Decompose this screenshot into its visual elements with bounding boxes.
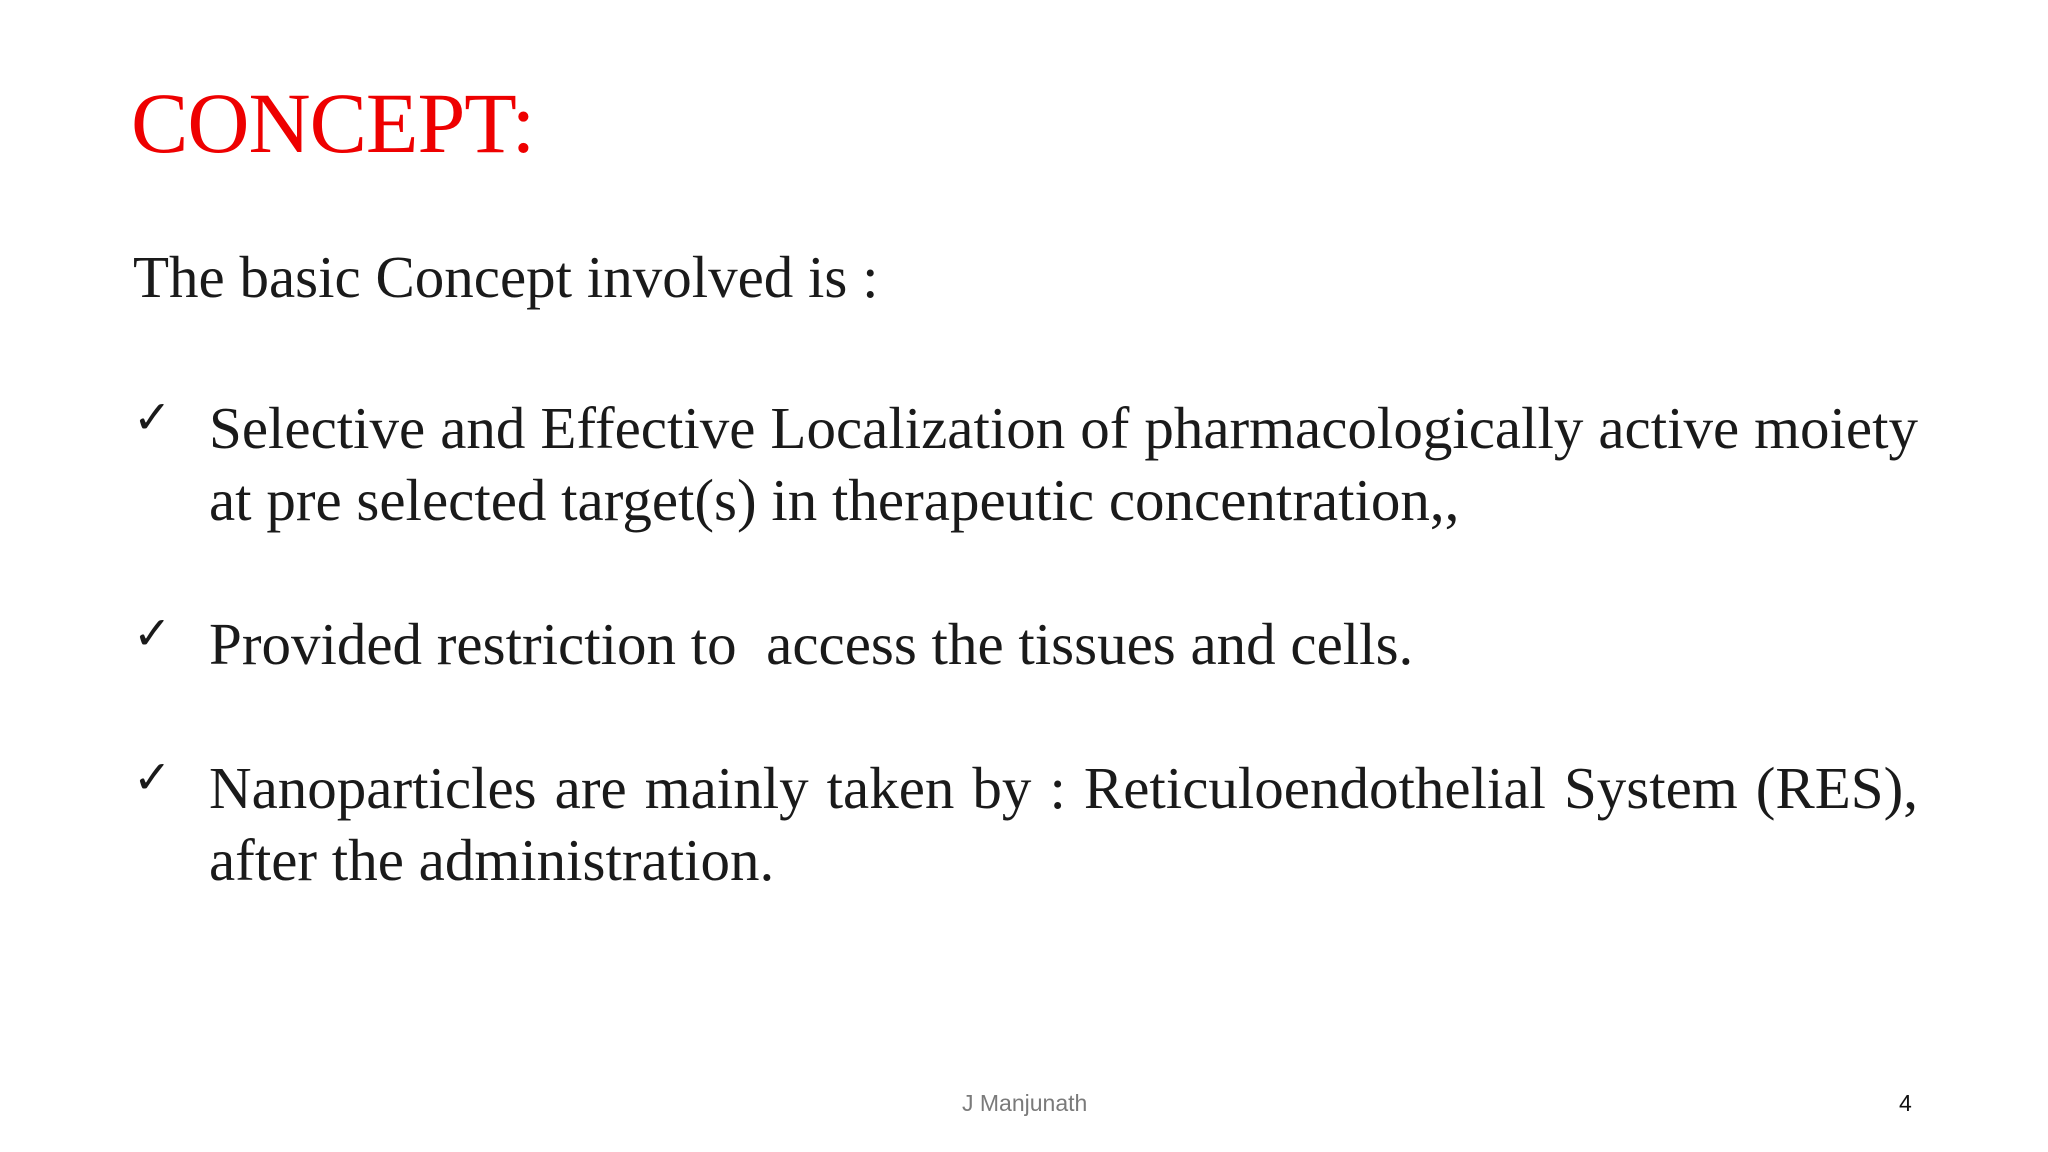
checkmark-icon: ✓ — [133, 750, 172, 804]
slide-title: CONCEPT: — [131, 75, 535, 171]
page-number: 4 — [1899, 1090, 1912, 1116]
bullet-text: Provided restriction to access the tissues and cells. — [209, 611, 1414, 677]
intro-text: The basic Concept involved is : — [133, 244, 879, 310]
bullet-text: Nanoparticles are mainly taken by : Reticuloendothelial System (RES), after the administration. — [209, 755, 1918, 893]
footer-author: J Manjunath — [962, 1090, 1088, 1116]
checkmark-icon: ✓ — [133, 606, 172, 660]
checkmark-icon: ✓ — [133, 390, 172, 444]
bullet-text: Selective and Effective Localization of pharmacologically active moiety at pre selected target(s) in therapeutic concentration,, — [209, 395, 1918, 533]
